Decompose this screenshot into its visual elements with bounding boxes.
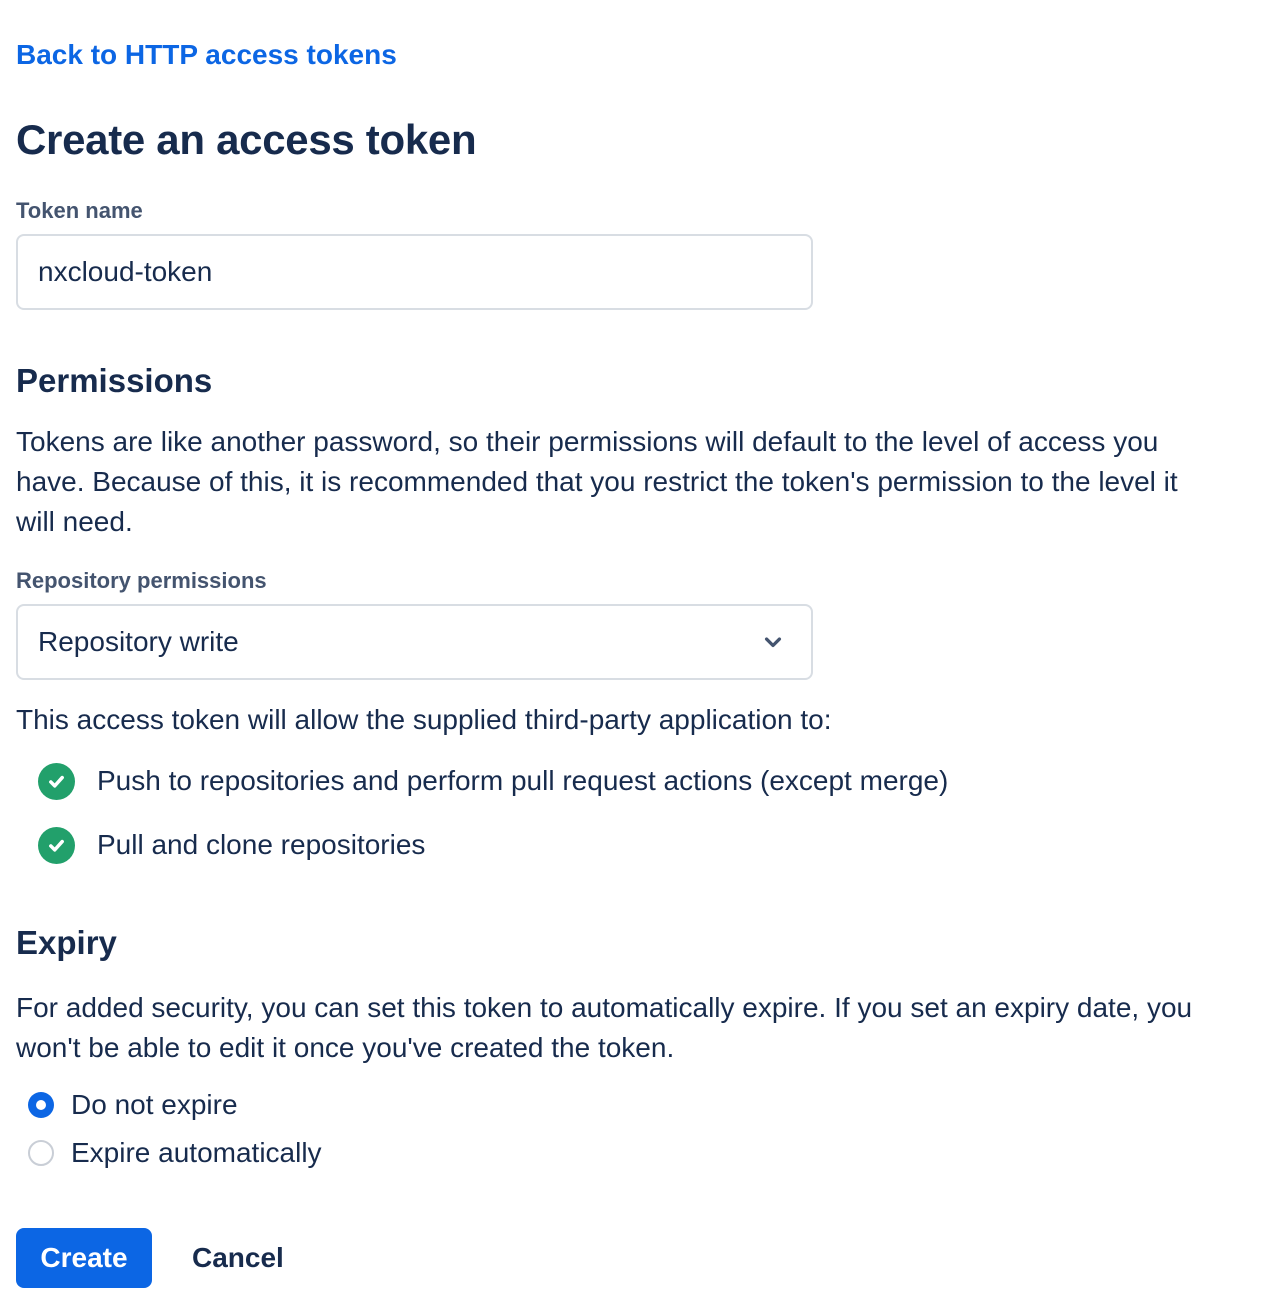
check-icon bbox=[38, 827, 75, 864]
capability-label: Push to repositories and perform pull request actions (except merge) bbox=[97, 765, 949, 796]
repository-permissions-select[interactable] bbox=[16, 604, 813, 680]
create-button[interactable]: Create bbox=[16, 1228, 152, 1288]
permissions-heading: Permissions bbox=[16, 362, 213, 399]
permissions-description: Tokens are like another password, so their permissions will default to the level of access you have. Because of this, it is recommended that you restrict the token's permission to the level it will need. bbox=[16, 426, 1178, 537]
expiry-heading: Expiry bbox=[16, 924, 117, 961]
chevron-down-icon bbox=[759, 628, 787, 656]
token-name-input[interactable] bbox=[16, 234, 813, 310]
expiry-description: For added security, you can set this token to automatically expire. If you set an expiry date, you won't be able to edit it once you've created the token. bbox=[16, 992, 1193, 1063]
repository-permissions-selected-value: Repository write bbox=[38, 626, 239, 657]
capability-item bbox=[38, 826, 1258, 864]
token-name-label: Token name bbox=[16, 198, 143, 223]
expiry-radio-group bbox=[16, 1088, 1258, 1170]
cancel-button[interactable]: Cancel bbox=[172, 1228, 304, 1288]
back-link[interactable]: Back to HTTP access tokens bbox=[16, 39, 397, 70]
radio-selected-icon[interactable] bbox=[28, 1092, 54, 1118]
form-actions bbox=[16, 1228, 1258, 1288]
capability-item bbox=[38, 762, 1258, 800]
radio-expire-automatically[interactable] bbox=[28, 1136, 322, 1170]
radio-label: Expire automatically bbox=[71, 1137, 322, 1168]
radio-do-not-expire[interactable] bbox=[28, 1088, 238, 1122]
capability-list bbox=[16, 762, 1258, 864]
radio-label: Do not expire bbox=[71, 1089, 238, 1120]
capability-label: Pull and clone repositories bbox=[97, 829, 426, 860]
radio-unselected-icon[interactable] bbox=[28, 1140, 54, 1166]
allows-intro-text: This access token will allow the supplied third-party application to: bbox=[16, 704, 832, 735]
page-title: Create an access token bbox=[16, 116, 477, 163]
check-icon bbox=[38, 763, 75, 800]
repository-permissions-label: Repository permissions bbox=[16, 568, 267, 593]
